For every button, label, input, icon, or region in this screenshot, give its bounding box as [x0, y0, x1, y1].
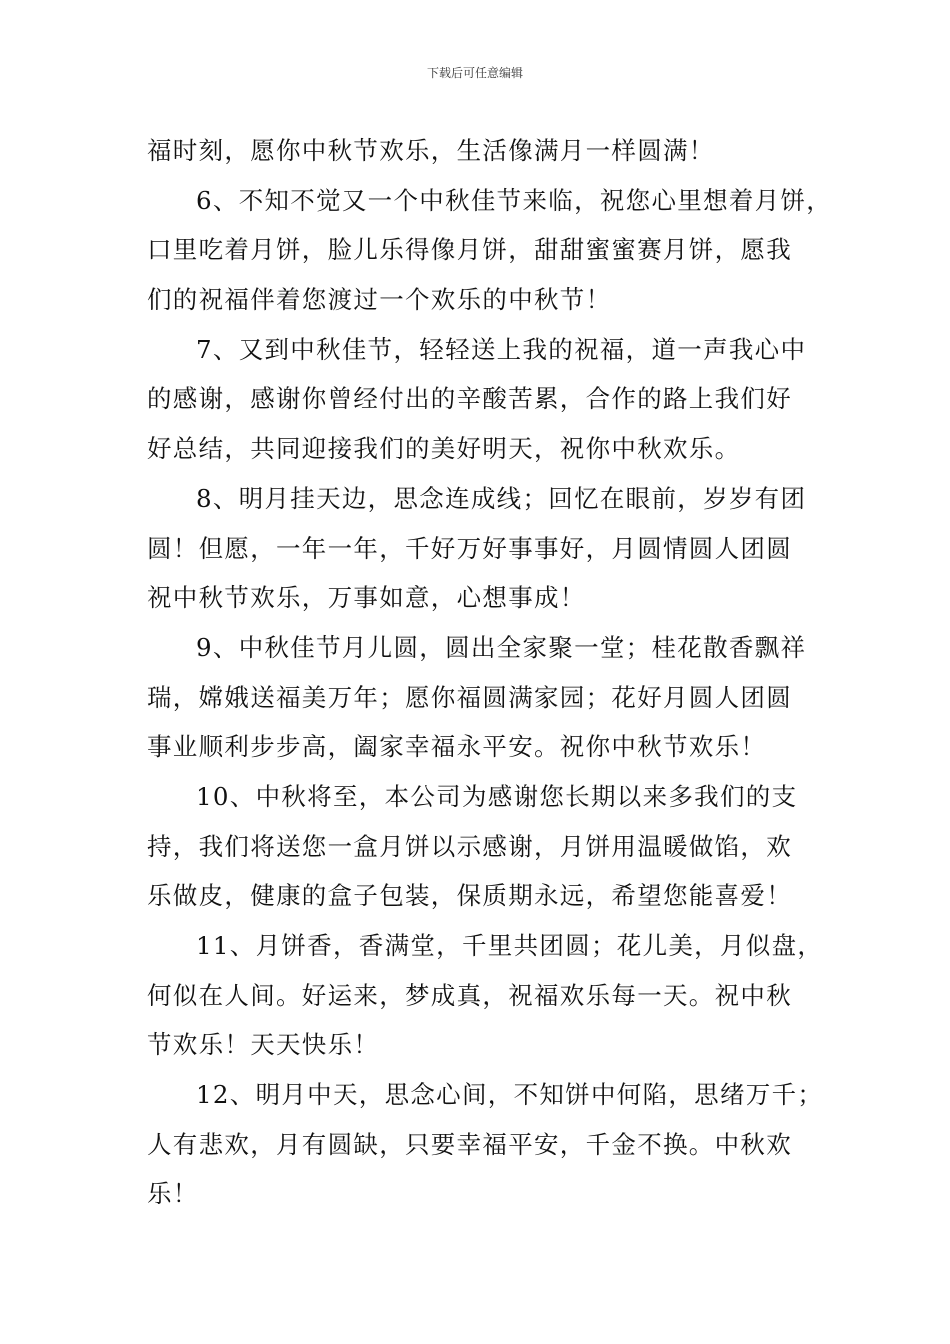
page-header: 下载后可任意编辑	[426, 66, 523, 80]
text-line: 节欢乐！天天快乐！	[147, 1030, 380, 1060]
text-line: 瑞，嫦娥送福美万年；愿你福圆满家园；花好月圆人团圆	[147, 682, 792, 712]
paragraph-start-line: 11、月饼香，香满堂，千里共团圆；花儿美，月似盘，	[196, 931, 824, 960]
text-line: 持，我们将送您一盒月饼以示感谢，月饼用温暖做馅，欢	[147, 831, 792, 861]
text-line: 福时刻，愿你中秋节欢乐，生活像满月一样圆满！	[147, 136, 715, 165]
document-body	[147, 126, 833, 1219]
paragraph-start-line: 6、不知不觉又一个中秋佳节来临，祝您心里想着月饼，	[196, 185, 833, 215]
paragraph-start-line: 12、明月中天，思念心间，不知饼中何陷，思绪万千；	[196, 1080, 824, 1110]
text-line: 好总结，共同迎接我们的美好明天，祝你中秋欢乐。	[147, 434, 741, 464]
text-line: 事业顺利步步高，阖家幸福永平安。祝你中秋节欢乐！	[147, 732, 767, 762]
paragraph-start-line: 10、中秋将至，本公司为感谢您长期以来多我们的支	[196, 781, 798, 811]
text-line: 乐做皮，健康的盒子包装，保质期永远，希望您能喜爱！	[147, 881, 792, 911]
text-line: 祝中秋节欢乐，万事如意，心想事成！	[147, 583, 586, 613]
text-line: 的感谢，感谢你曾经付出的辛酸苦累，合作的路上我们好	[147, 384, 792, 414]
text-line: 人有悲欢，月有圆缺，只要幸福平安，千金不换。中秋欢	[147, 1129, 792, 1159]
paragraph-start-line: 8、明月挂天边，思念连成线；回忆在眼前，岁岁有团	[196, 483, 807, 513]
paragraph-start-line: 7、又到中秋佳节，轻轻送上我的祝福，道一声我心中	[196, 334, 807, 364]
text-line: 圆！但愿，一年一年，千好万好事事好，月圆情圆人团圆	[147, 533, 792, 563]
text-line: 们的祝福伴着您渡过一个欢乐的中秋节！	[147, 285, 612, 315]
text-line: 何似在人间。好运来，梦成真，祝福欢乐每一天。祝中秋	[147, 980, 792, 1010]
paragraph-start-line: 9、中秋佳节月儿圆，圆出全家聚一堂；桂花散香飘祥	[196, 632, 807, 662]
text-line: 乐！	[147, 1179, 199, 1209]
text-line: 口里吃着月饼，脸儿乐得像月饼，甜甜蜜蜜赛月饼，愿我	[147, 235, 792, 265]
